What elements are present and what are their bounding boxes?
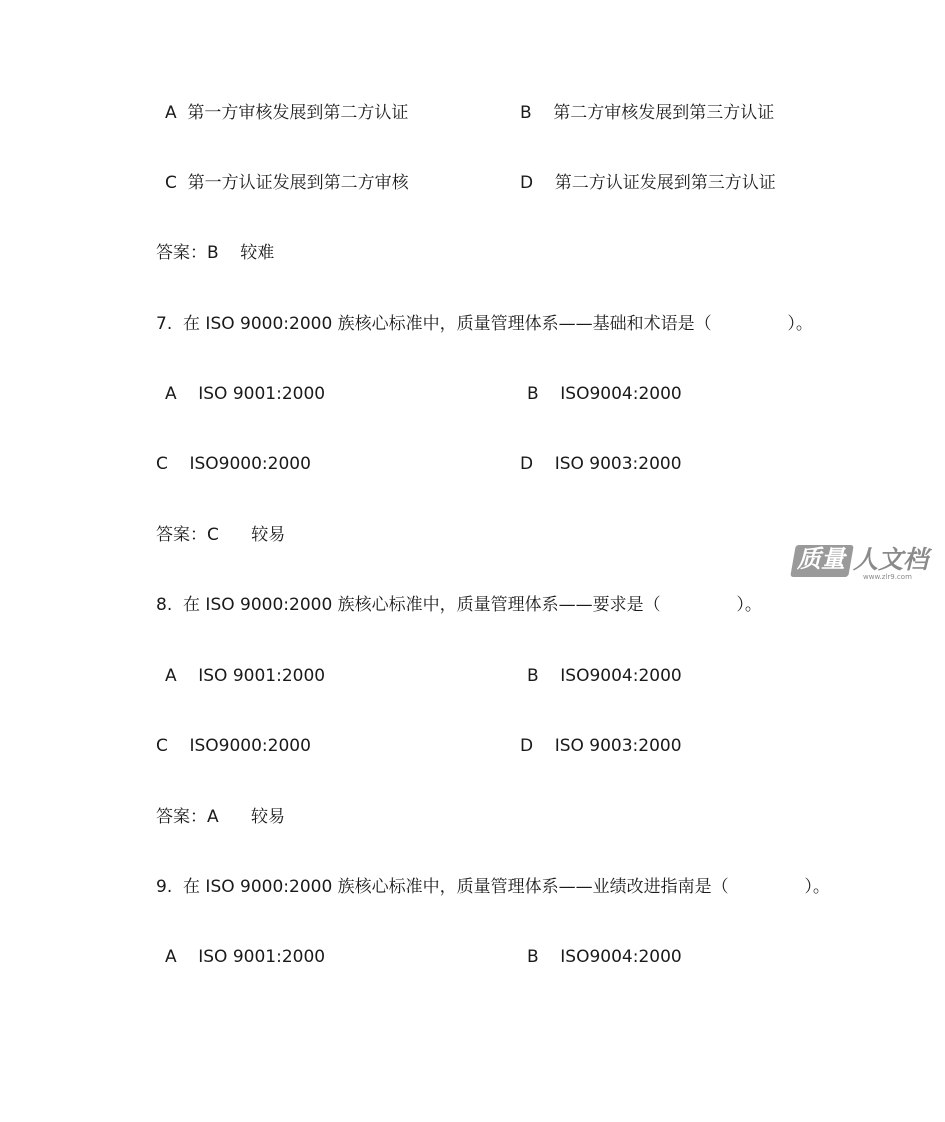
q8-stem: 8. 在 ISO 9000:2000 族核心标准中，质量管理体系——要求是（ ）。 [156,595,762,615]
q7-stem: 7. 在 ISO 9000:2000 族核心标准中，质量管理体系——基础和术语是（ ）。 [156,314,813,334]
q7-option-d: D ISO 9003:2000 [520,454,682,474]
q6-option-c: C 第一方认证发展到第二方审核 [165,173,409,193]
watermark-box-text: 质量 [797,545,845,573]
watermark-text: 人文档 [853,545,929,574]
q7-option-c: C ISO9000:2000 [156,454,311,474]
q7-answer: 答案：C 较易 [156,525,286,545]
watermark-url: www.zlr9.com [863,573,912,581]
q7-option-b: B ISO9004:2000 [527,384,682,404]
q9-option-b: B ISO9004:2000 [527,947,682,967]
q9-option-a: A ISO 9001:2000 [165,947,326,967]
q7-option-a: A ISO 9001:2000 [165,384,326,404]
q8-answer: 答案：A 较易 [156,807,286,827]
q6-answer: 答案：B 较难 [156,243,275,263]
q8-option-a: A ISO 9001:2000 [165,666,326,686]
q6-option-a: A 第一方审核发展到第二方认证 [165,103,409,123]
watermark-logo [793,543,933,583]
q6-option-d: D 第二方认证发展到第三方认证 [520,173,776,193]
q8-option-c: C ISO9000:2000 [156,736,311,756]
q9-stem: 9. 在 ISO 9000:2000 族核心标准中，质量管理体系——业绩改进指南是（ ）。 [156,877,830,897]
q8-option-b: B ISO9004:2000 [527,666,682,686]
q6-option-b: B 第二方审核发展到第三方认证 [520,103,775,123]
q8-option-d: D ISO 9003:2000 [520,736,682,756]
